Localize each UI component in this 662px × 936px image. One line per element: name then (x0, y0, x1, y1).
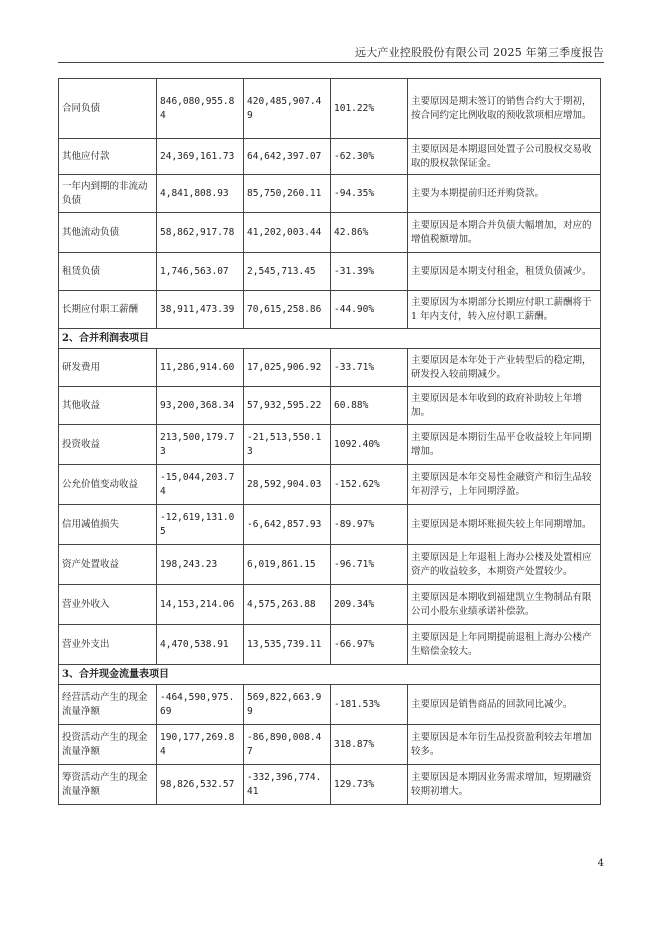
table-row (59, 139, 601, 175)
change-ratio-cell: -66.97% (331, 625, 408, 665)
change-reason-cell: 主要原因是本期坏账损失较上年同期增加。 (408, 505, 601, 545)
current-value-cell: 11,286,914.60 (157, 349, 244, 387)
section-title: 2、合并利润表项目 (59, 329, 601, 349)
prior-value-cell: 57,932,595.22 (244, 387, 331, 425)
item-name-cell: 租赁负债 (59, 253, 157, 291)
item-name-cell: 经营活动产生的现金流量净额 (59, 685, 157, 725)
change-reason-cell: 主要原因是本期因业务需求增加，短期融资较期初增大。 (408, 765, 601, 805)
table-row (59, 387, 601, 425)
change-ratio-cell: 1092.40% (331, 425, 408, 465)
change-ratio-cell: -152.62% (331, 465, 408, 505)
prior-value-cell: 420,485,907.49 (244, 79, 331, 139)
current-value-cell: 213,500,179.73 (157, 425, 244, 465)
item-name-cell: 筹资活动产生的现金流量净额 (59, 765, 157, 805)
table-row (59, 425, 601, 465)
change-ratio-cell: -89.97% (331, 505, 408, 545)
current-value-cell: 14,153,214.06 (157, 585, 244, 625)
current-value-cell: 38,911,473.39 (157, 291, 244, 329)
prior-value-cell: -21,513,550.13 (244, 425, 331, 465)
change-ratio-cell: -62.30% (331, 139, 408, 175)
prior-value-cell: 41,202,003.44 (244, 213, 331, 253)
table-row (59, 79, 601, 139)
change-ratio-cell: -44.90% (331, 291, 408, 329)
change-ratio-cell: -96.71% (331, 545, 408, 585)
change-ratio-cell: -181.53% (331, 685, 408, 725)
item-name-cell: 研发费用 (59, 349, 157, 387)
change-ratio-cell: 60.88% (331, 387, 408, 425)
current-value-cell: 198,243.23 (157, 545, 244, 585)
current-value-cell: 190,177,269.84 (157, 725, 244, 765)
change-reason-cell: 主要原因是本年收到的政府补助较上年增加。 (408, 387, 601, 425)
item-name-cell: 信用减值损失 (59, 505, 157, 545)
change-reason-cell: 主要原因是本年处于产业转型后的稳定期，研发投入较前期减少。 (408, 349, 601, 387)
page-header-title: 远大产业控股股份有限公司 2025 年第三季度报告 (355, 46, 604, 59)
table-row (59, 585, 601, 625)
change-ratio-cell: -33.71% (331, 349, 408, 387)
prior-value-cell: 2,545,713.45 (244, 253, 331, 291)
prior-value-cell: 70,615,258.86 (244, 291, 331, 329)
header-divider (58, 62, 604, 63)
table-row (59, 725, 601, 765)
prior-value-cell: 13,535,739.11 (244, 625, 331, 665)
change-ratio-cell: 209.34% (331, 585, 408, 625)
prior-value-cell: 6,019,861.15 (244, 545, 331, 585)
item-name-cell: 其他流动负债 (59, 213, 157, 253)
table-row (59, 349, 601, 387)
change-reason-cell: 主要原因是上年退租上海办公楼及处置相应资产的收益较多，本期资产处置较少。 (408, 545, 601, 585)
table-row (59, 625, 601, 665)
change-reason-cell: 主要原因是销售商品的回款同比减少。 (408, 685, 601, 725)
change-ratio-cell: 42.86% (331, 213, 408, 253)
change-reason-cell: 主要原因为本期部分长期应付职工薪酬将于 1 年内支付，转入应付职工薪酬。 (408, 291, 601, 329)
change-reason-cell: 主要原因是本期退回处置子公司股权交易收取的股权款保证金。 (408, 139, 601, 175)
item-name-cell: 资产处置收益 (59, 545, 157, 585)
change-reason-cell: 主要原因是本期衍生品平仓收益较上年同期增加。 (408, 425, 601, 465)
prior-value-cell: 28,592,904.03 (244, 465, 331, 505)
change-reason-cell: 主要原因是本期合并负债大幅增加，对应的增值税额增加。 (408, 213, 601, 253)
table-body (59, 79, 601, 805)
current-value-cell: 4,841,808.93 (157, 175, 244, 213)
current-value-cell: 4,470,538.91 (157, 625, 244, 665)
change-ratio-cell: 129.73% (331, 765, 408, 805)
current-value-cell: 24,369,161.73 (157, 139, 244, 175)
prior-value-cell: 4,575,263.88 (244, 585, 331, 625)
prior-value-cell: -86,890,008.47 (244, 725, 331, 765)
current-value-cell: -15,044,203.74 (157, 465, 244, 505)
current-value-cell: 1,746,563.07 (157, 253, 244, 291)
item-name-cell: 公允价值变动收益 (59, 465, 157, 505)
current-value-cell: -464,590,975.69 (157, 685, 244, 725)
change-reason-cell: 主要原因是上年同期提前退租上海办公楼产生赔偿金较大。 (408, 625, 601, 665)
page-number: 4 (597, 858, 604, 869)
item-name-cell: 投资活动产生的现金流量净额 (59, 725, 157, 765)
item-name-cell: 其他收益 (59, 387, 157, 425)
change-reason-cell: 主要原因是本年交易性金融资产和衍生品较年初浮亏，上年同期浮盈。 (408, 465, 601, 505)
table-row (59, 465, 601, 505)
current-value-cell: 846,080,955.84 (157, 79, 244, 139)
table-row (59, 545, 601, 585)
table-row (59, 175, 601, 213)
current-value-cell: 93,200,368.34 (157, 387, 244, 425)
section-header (59, 329, 601, 349)
table-row (59, 505, 601, 545)
section-title: 3、合并现金流量表项目 (59, 665, 601, 685)
item-name-cell: 一年内到期的非流动负债 (59, 175, 157, 213)
change-reason-cell: 主要原因是本年衍生品投资盈利较去年增加较多。 (408, 725, 601, 765)
table-row (59, 213, 601, 253)
change-reason-cell: 主要原因是期末签订的销售合约大于期初，按合同约定比例收取的预收款项相应增加。 (408, 79, 601, 139)
change-ratio-cell: -94.35% (331, 175, 408, 213)
prior-value-cell: 17,025,906.92 (244, 349, 331, 387)
item-name-cell: 营业外支出 (59, 625, 157, 665)
prior-value-cell: -6,642,857.93 (244, 505, 331, 545)
prior-value-cell: 85,750,260.11 (244, 175, 331, 213)
table-row (59, 685, 601, 725)
item-name-cell: 投资收益 (59, 425, 157, 465)
table-row (59, 765, 601, 805)
prior-value-cell: 569,822,663.99 (244, 685, 331, 725)
current-value-cell: 58,862,917.78 (157, 213, 244, 253)
item-name-cell: 营业外收入 (59, 585, 157, 625)
current-value-cell: 98,826,532.57 (157, 765, 244, 805)
item-name-cell: 长期应付职工薪酬 (59, 291, 157, 329)
change-reason-cell: 主要原因是本期收到福建凯立生物制品有限公司小股东业绩承诺补偿款。 (408, 585, 601, 625)
current-value-cell: -12,619,131.05 (157, 505, 244, 545)
change-ratio-cell: -31.39% (331, 253, 408, 291)
table-row (59, 291, 601, 329)
prior-value-cell: -332,396,774.41 (244, 765, 331, 805)
change-reason-cell: 主要为本期提前归还并购贷款。 (408, 175, 601, 213)
table-row (59, 253, 601, 291)
section-header (59, 665, 601, 685)
change-ratio-cell: 101.22% (331, 79, 408, 139)
item-name-cell: 合同负债 (59, 79, 157, 139)
financial-change-table (58, 78, 601, 805)
change-ratio-cell: 318.87% (331, 725, 408, 765)
item-name-cell: 其他应付款 (59, 139, 157, 175)
prior-value-cell: 64,642,397.07 (244, 139, 331, 175)
change-reason-cell: 主要原因是本期支付租金，租赁负债减少。 (408, 253, 601, 291)
